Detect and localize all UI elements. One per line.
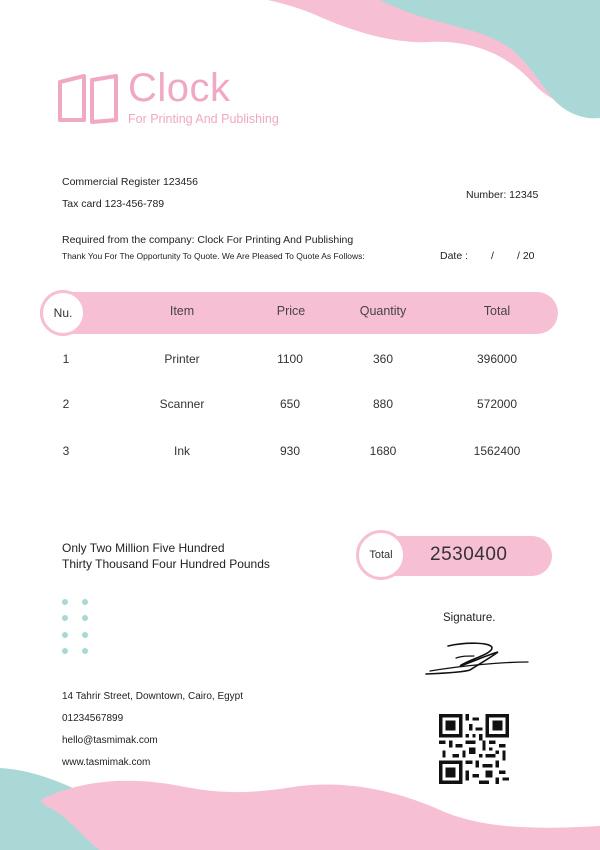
thanks-text: Thank You For The Opportunity To Quote. We Are Pleased To Quote As Follows: — [62, 251, 365, 261]
row-number: 1 — [62, 352, 70, 366]
date-separator: / — [491, 250, 494, 262]
email[interactable]: hello@tasmimak.com — [62, 735, 158, 746]
open-book-icon — [56, 72, 120, 124]
header-total: Total — [483, 304, 511, 318]
row-item: Scanner — [159, 397, 205, 411]
row-number: 3 — [62, 444, 70, 458]
commercial-register: Commercial Register 123456 — [62, 176, 198, 188]
header-item: Item — [169, 304, 195, 318]
brand-subtitle: For Printing And Publishing — [128, 112, 279, 126]
header-number: Nu. — [40, 290, 86, 336]
quote-number: Number: 12345 — [466, 189, 539, 201]
row-total: 572000 — [476, 397, 518, 411]
row-number: 2 — [62, 397, 70, 411]
row-price: 650 — [279, 397, 301, 411]
header-quantity: Quantity — [359, 304, 407, 318]
row-price: 1100 — [277, 352, 303, 366]
qr-code-icon — [439, 714, 509, 784]
required-from: Required from the company: Clock For Printing And Publishing — [62, 234, 354, 246]
row-item: Printer — [164, 352, 200, 366]
amount-words-line1: Only Two Million Five Hundred — [62, 541, 225, 555]
total-value: 2530400 — [430, 544, 508, 565]
brand-name: Clock — [128, 66, 231, 110]
date-label: Date : — [440, 250, 469, 262]
amount-words-line2: Thirty Thousand Four Hundred Pounds — [62, 557, 270, 571]
row-quantity: 880 — [372, 397, 394, 411]
row-quantity: 360 — [372, 352, 394, 366]
tax-card: Tax card 123-456-789 — [62, 198, 165, 210]
phone: 01234567899 — [62, 713, 124, 724]
row-item: Ink — [173, 444, 191, 458]
total-label: Total — [356, 530, 406, 580]
header-price: Price — [276, 304, 306, 318]
row-quantity: 1680 — [369, 444, 397, 458]
row-total: 396000 — [476, 352, 518, 366]
date-year: / 20 — [517, 250, 535, 262]
website[interactable]: www.tasmimak.com — [62, 757, 151, 768]
signature-label: Signature. — [443, 612, 496, 624]
address: 14 Tahrir Street, Downtown, Cairo, Egypt — [62, 691, 244, 702]
row-total: 1562400 — [473, 444, 521, 458]
signature-scribble — [420, 640, 530, 680]
row-price: 930 — [279, 444, 301, 458]
